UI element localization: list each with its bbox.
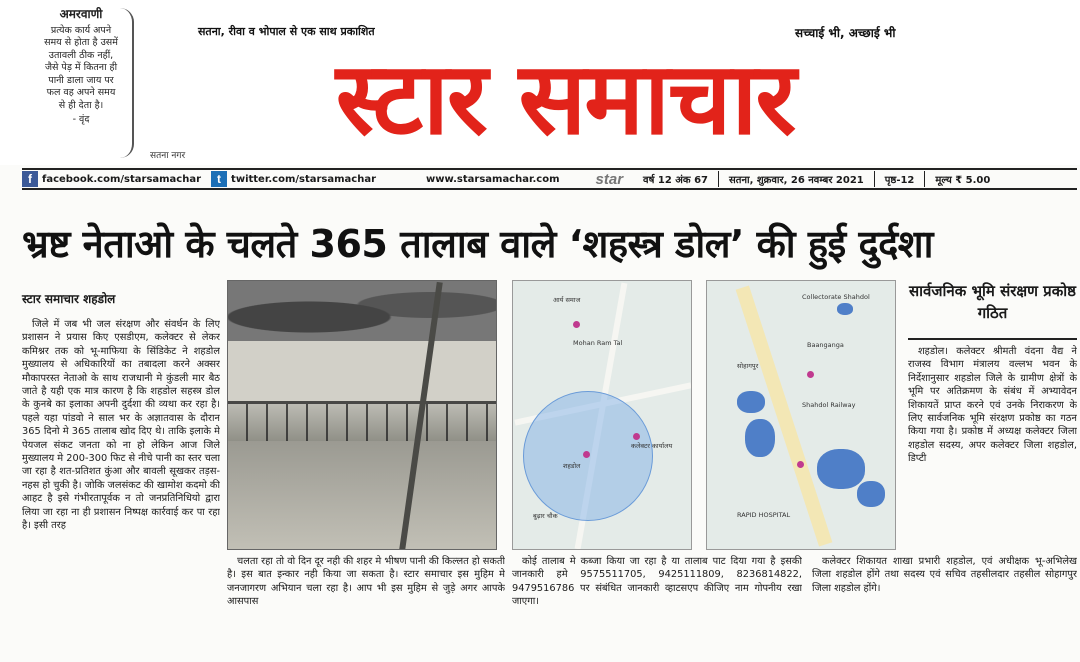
info-bar xyxy=(22,168,1077,190)
article-column-3 xyxy=(512,555,802,655)
map-pin-icon xyxy=(633,433,640,440)
map-pin-icon xyxy=(583,451,590,458)
map-2 xyxy=(706,280,896,550)
quote-line: उतावली ठीक नहीं, xyxy=(48,49,114,61)
map-label: RAPID HOSPITAL xyxy=(737,511,791,519)
map-lake xyxy=(745,419,775,457)
slogan: सच्चाई भी, अच्छाई भी xyxy=(795,26,896,40)
quote-line: प्रत्येक कार्य अपने xyxy=(50,24,112,36)
article-text: कोई तालाब मे कब्जा किया जा रहा है या तालाब पाट दिया गया है इसकी जानकारी हमे 9575511705, 9425111809, 8236814822, 9479516786 पर संबंधित जानकारी व्हाटसएप कीजिए नाम गोपनीय रखा जाएगा। xyxy=(512,556,802,608)
photo-water xyxy=(228,341,497,401)
map-lake xyxy=(817,449,865,489)
quote-brace xyxy=(120,8,134,158)
map-label: Collectorate Shahdol xyxy=(802,293,870,301)
map-label: बुढ़ार चौक xyxy=(533,512,558,520)
article-headline: भ्रष्ट नेताओ के चलते 365 तालाब वाले ‘शहस्त्र डोल’ की हुई दुर्दशा xyxy=(22,222,933,266)
newspaper-title: स्टार समाचार xyxy=(335,40,795,157)
divider xyxy=(924,171,925,187)
map-pin-icon xyxy=(807,371,814,378)
sidebar-text: शहडोल। कलेक्टर श्रीमती वंदना वैद्य ने राजस्व विभाग मंत्रालय वल्लभ भवन के निर्देशानुसार शहडोल जिले के ग्रामीण क्षेत्रों के भूमि पर अतिक्रमण के संबंध में अभ्यावेदन शिकायतें प्राप्त करने एवं उनके निराकरण के लिए सार्वजनिक भूमि संरक्षण प्रकोष्ठ का गठन किया गया है। प्रकोष्ठ में अध्यक्ष कलेक्टर जिला शहडोल सदस्य, अपर कलेक्टर जिला शहडोल, डिप्टी xyxy=(908,346,1077,465)
article-byline: स्टार समाचार शहडोल xyxy=(22,292,116,306)
facebook-url: facebook.com/starsamachar xyxy=(42,173,202,185)
divider xyxy=(718,171,719,187)
map-label: कलेक्टर कार्यालय xyxy=(631,442,673,450)
price: मूल्य ₹ 5.00 xyxy=(935,175,991,186)
map-lake xyxy=(857,481,885,507)
map-label: Baanganga xyxy=(807,341,844,349)
twitter-icon: t xyxy=(211,171,227,187)
map-label: आर्य समाज xyxy=(553,296,581,304)
map-1 xyxy=(512,280,692,550)
sidebar-column xyxy=(908,345,1077,555)
website-link[interactable]: www.starsamachar.com xyxy=(426,173,560,185)
map-pin-icon xyxy=(573,321,580,328)
sidebar-continuation xyxy=(812,555,1077,655)
map-pin-icon xyxy=(797,461,804,468)
map-label: Shahdol Railway xyxy=(802,401,856,409)
quote-line: फल वह अपने समय xyxy=(46,87,116,98)
twitter-link[interactable] xyxy=(211,171,376,187)
map-lake xyxy=(737,391,765,413)
star-logo-icon: star xyxy=(595,170,624,188)
article-text: चलता रहा तो वो दिन दूर नही की शहर मे भीषण पानी की किल्लत हो सकती है। इस बात इन्कार नही किया जा सकता है। स्टार समाचार इस मुहिम मे जनजागरण अभियान चला रहा है। आप भी इस मुहिम से जुड़े अगर आपके आसपास xyxy=(227,556,505,608)
edition-place: सतना नगर xyxy=(150,151,186,161)
map-highway xyxy=(736,285,833,546)
article-column-1 xyxy=(22,318,220,653)
masthead xyxy=(0,0,1080,165)
dateline: सतना, शुक्रवार, 26 नवम्बर 2021 xyxy=(728,175,864,186)
facebook-link[interactable] xyxy=(22,171,201,187)
article-column-2 xyxy=(227,555,505,655)
page-number: पृष्ठ-12 xyxy=(884,175,915,186)
quote-line: से ही देता है। xyxy=(58,99,104,111)
twitter-url: twitter.com/starsamachar xyxy=(231,173,377,185)
photo-ground xyxy=(228,441,497,550)
map-label: सोहागपुर xyxy=(737,362,759,370)
quote-line: जैसे पेड़ में कितना ही xyxy=(44,62,118,73)
quote-title: अमरवाणी xyxy=(59,7,103,21)
publication-tagline: सतना, रीवा व भोपाल से एक साथ प्रकाशित xyxy=(198,25,375,38)
lake-photo xyxy=(227,280,497,550)
sidebar-text: कलेक्टर शिकायत शाखा प्रभारी शहडोल, एवं अधीक्षक भू-अभिलेख जिला शहडोल होंगे तथा सदस्य एवं सचिव तहसीलदार तहसील सोहागपुर जिला शहडोल होंगे। xyxy=(812,556,1077,594)
volume-issue: वर्ष 12 अंक 67 xyxy=(643,175,708,186)
divider xyxy=(874,171,875,187)
photo-fence xyxy=(228,401,497,441)
photo-trees xyxy=(228,281,497,341)
article-text: जिले में जब भी जल संरक्षण और संवर्धन के लिए प्रशासन ने प्रयास किए एसडीएम, कलेक्टर से लेकर कमिश्नर तक को भू-माफिया के सिंडिकेट ने शहडोल मुख्यालय से अधिकारियों का तबादला करने अक्सर मौकापरस्त नेताओ के साथ राजधानी मे कुंडली मार बैठ जाते है यही एक मात्र कारण है कि शहडोल सहस्त्र डोल के कुनबे का इलाका अपनी दुर्दशा की व्यथा कर रहा है। पहले यहा पांडवो ने साल भर के अज्ञातवास के दौरान 365 दिनो मे 365 तालाब खोद दिए थे। ताकि इलाके मे पेयजल संकट जनता को ना हो लेकिन आज जिले मुख्यालय मे 200-300 फिट से नीचे पानी का स्तर चला जा रहा है शत-प्रतिशत कुंआ और बावली सूखकर तड़स-नहस हो चुकी है। जोकि जलसंकट की खामोश कदमो की आहट है इसे गंभीरतापूर्वक न तो जनप्रतिनिधियो द्वारा लिया जा रहा ना ही प्रशासन निष्पक्ष कार्रवाई कर पा रहा है। इसी तरह xyxy=(22,319,220,532)
quote-line: पानी डाला जाय पर xyxy=(48,74,114,86)
quote-author: - वृंद xyxy=(72,114,90,125)
sidebar-heading: सार्वजनिक भूमि संरक्षण प्रकोष्ठ गठित xyxy=(908,280,1077,340)
map-label: शहडोल xyxy=(563,462,581,470)
map-label: Mohan Ram Tal xyxy=(573,339,623,347)
map-lake xyxy=(837,303,853,315)
quote-line: समय से होता है उसमें xyxy=(44,37,118,48)
facebook-icon: f xyxy=(22,171,38,187)
